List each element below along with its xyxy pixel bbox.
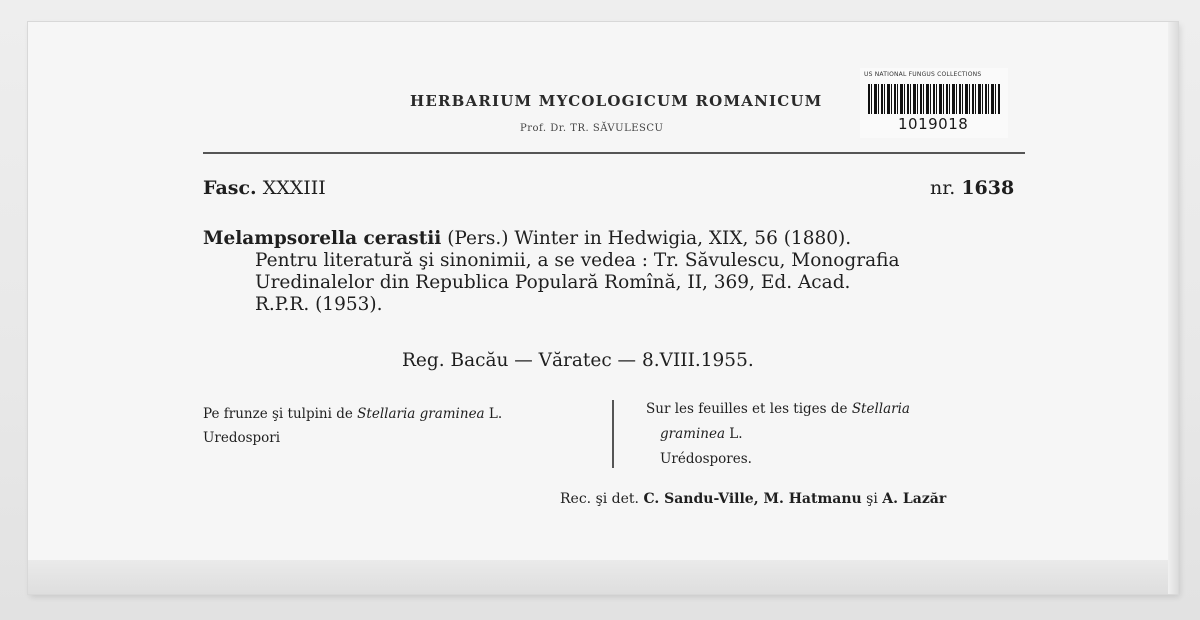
citation-line-2: Pentru literatură şi sinonimii, a se vedea : Tr. Săvulescu, Monografia (255, 250, 900, 271)
ro-host-species: Stellaria graminea (357, 406, 485, 422)
fascicle-line (203, 177, 326, 199)
barcode-caption: US NATIONAL FUNGUS COLLECTIONS (864, 71, 982, 78)
barcode-number: 1019018 (898, 115, 969, 133)
header-divider (203, 152, 1025, 154)
taxon-citation (203, 228, 1033, 316)
herbarium-director: Prof. Dr. TR. SĂVULESCU (520, 123, 664, 134)
fr-host-prefix: Sur les feuilles et les tiges de (646, 401, 848, 417)
label-edge (1168, 22, 1178, 594)
collectors-conj: şi (866, 491, 878, 507)
label-fold-strip (28, 560, 1178, 594)
taxon-name: Melampsorella cerastii (203, 228, 442, 249)
herbarium-title: HERBARIUM MYCOLOGICUM ROMANICUM (410, 92, 823, 110)
collectors-line (560, 491, 946, 507)
french-description (646, 397, 1046, 472)
collectors-names: C. Sandu-Ville, M. Hatmanu (643, 491, 862, 507)
locality-date: Reg. Bacău — Văratec — 8.VIII.1955. (402, 350, 754, 371)
specimen-number-value: 1638 (961, 177, 1015, 199)
citation-line-4: R.P.R. (1953). (255, 294, 383, 315)
citation-line-1: (Pers.) Winter in Hedwigia, XIX, 56 (1880). (447, 228, 852, 249)
fr-host-author: L. (729, 426, 743, 442)
fascicle-prefix: Fasc. (203, 177, 257, 199)
romanian-description (203, 402, 603, 450)
fascicle-value: XXXIII (262, 177, 326, 199)
fr-host-epithet: graminea (660, 426, 725, 442)
collectors-prefix: Rec. şi det. (560, 491, 640, 507)
fr-host-genus: Stellaria (851, 401, 910, 417)
specimen-number-line (930, 177, 1014, 199)
barcode-icon (868, 84, 1000, 114)
ro-host-prefix: Pe frunze şi tulpini de (203, 406, 353, 422)
column-divider (612, 400, 614, 468)
citation-line-3: Uredinalelor din Republica Populară Romînă, II, 369, Ed. Acad. (255, 272, 851, 293)
ro-spore-stage: Uredospori (203, 430, 281, 446)
collectors-last: A. Lazăr (882, 491, 947, 507)
specimen-number-prefix: nr. (930, 177, 956, 199)
ro-host-author: L. (488, 406, 503, 422)
fr-spore-stage: Urédospores. (660, 451, 752, 467)
